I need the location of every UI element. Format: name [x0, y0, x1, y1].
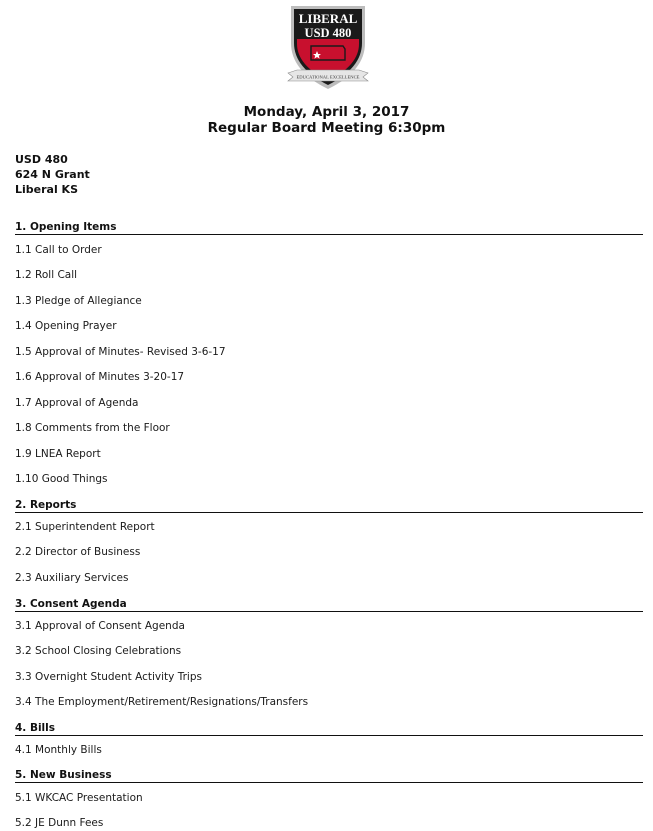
- street-address: 624 N Grant: [15, 168, 90, 181]
- section-heading-new-business: 5. New Business: [15, 769, 643, 783]
- agenda-item: 1.9 LNEA Report: [15, 448, 101, 460]
- logo-line-2: USD 480: [304, 26, 352, 40]
- section-heading-opening-items: 1. Opening Items: [15, 221, 643, 235]
- agenda-item: 3.1 Approval of Consent Agenda: [15, 620, 185, 632]
- agenda-item: 1.8 Comments from the Floor: [15, 422, 170, 434]
- agenda-item: 2.1 Superintendent Report: [15, 521, 155, 533]
- logo-ribbon-text: EDUCATIONAL EXCELLENCE: [296, 74, 360, 80]
- section-heading-consent-agenda: 3. Consent Agenda: [15, 598, 643, 612]
- section-heading-reports: 2. Reports: [15, 499, 643, 513]
- agenda-item: 5.2 JE Dunn Fees: [15, 817, 104, 829]
- agenda-item: 1.1 Call to Order: [15, 244, 102, 256]
- liberal-usd-480-logo: [287, 3, 369, 93]
- meeting-date: Monday, April 3, 2017: [243, 104, 410, 120]
- agenda-item: 2.3 Auxiliary Services: [15, 572, 129, 584]
- meeting-title: Regular Board Meeting 6:30pm: [207, 120, 446, 136]
- agenda-item: 1.4 Opening Prayer: [15, 320, 117, 332]
- agenda-item: 2.2 Director of Business: [15, 546, 141, 558]
- agenda-item: 1.10 Good Things: [15, 473, 108, 485]
- address-block: [15, 152, 90, 197]
- agenda-item: 1.7 Approval of Agenda: [15, 397, 139, 409]
- agenda-item: 1.2 Roll Call: [15, 269, 78, 281]
- agenda-item: 3.4 The Employment/Retirement/Resignations/Transfers: [15, 696, 309, 708]
- logo-line-1: LIBERAL: [298, 11, 358, 26]
- agenda-item: 4.1 Monthly Bills: [15, 744, 102, 756]
- agenda-item: 1.3 Pledge of Allegiance: [15, 295, 142, 307]
- city-state: Liberal KS: [15, 183, 79, 196]
- district-name: USD 480: [15, 153, 68, 166]
- agenda-item: 3.2 School Closing Celebrations: [15, 645, 182, 657]
- agenda-item: 5.1 WKCAC Presentation: [15, 792, 143, 804]
- agenda-item: 3.3 Overnight Student Activity Trips: [15, 671, 202, 683]
- agenda-item: 1.6 Approval of Minutes 3-20-17: [15, 371, 185, 383]
- agenda-item: 1.5 Approval of Minutes- Revised 3-6-17: [15, 346, 226, 358]
- section-heading-bills: 4. Bills: [15, 722, 643, 736]
